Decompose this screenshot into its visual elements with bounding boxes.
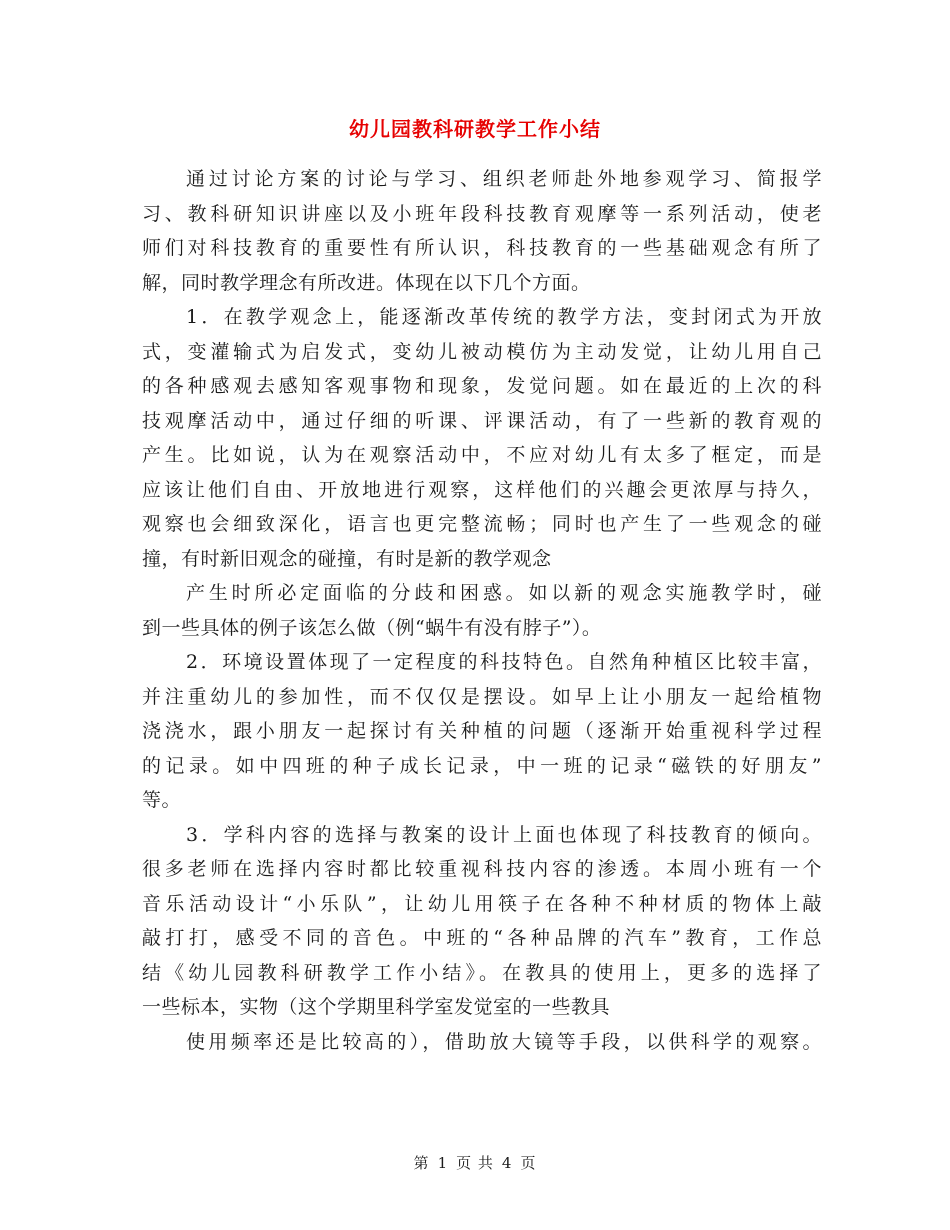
- text-line: 观察也会细致深化，语言也更完整流畅；同时也产生了一些观念的碰: [142, 513, 822, 535]
- text-line: 到一些具体的例子该怎么做（例“蜗牛有没有脖子”）。: [142, 616, 602, 639]
- text-line: 技观摩活动中，通过仔细的听课、评课活动，有了一些新的教育观的: [142, 409, 822, 432]
- page-label-mid: 页 共: [456, 1154, 494, 1172]
- text-line: 式，变灌输式为启发式，变幼儿被动模仿为主动发觉，让幼儿用自己: [142, 340, 822, 363]
- text-line: 习、教科研知识讲座以及小班年段科技教育观摩等一系列活动，使老: [142, 202, 822, 225]
- text-line: 解，同时教学理念有所改进。体现在以下几个方面。: [142, 271, 591, 294]
- text-line: 通过讨论方案的讨论与学习、组织老师赴外地参观学习、简报学: [186, 168, 822, 190]
- text-line: 产生。比如说，认为在观察活动中，不应对幼儿有太多了框定，而是: [142, 444, 822, 466]
- text-line: 1．在教学观念上，能逐渐改革传统的教学方法，变封闭式为开放: [186, 306, 822, 328]
- text-line: 结《幼儿园教科研教学工作小结》。在教具的使用上，更多的选择了: [142, 961, 822, 984]
- text-line: 音乐活动设计“小乐队”，让幼儿用筷子在各种不种材质的物体上敲: [142, 892, 822, 915]
- text-line: 敲打打，感受不同的音色。中班的“各种品牌的汽车”教育，工作总: [142, 927, 822, 949]
- text-line: 师们对科技教育的重要性有所认识，科技教育的一些基础观念有所了: [142, 237, 822, 259]
- text-line: 撞，有时新旧观念的碰撞，有时是新的教学观念: [142, 547, 552, 570]
- text-line: 应该让他们自由、开放地进行观察，这样他们的兴趣会更浓厚与持久，: [142, 478, 822, 501]
- page-footer: [0, 1152, 950, 1173]
- text-line: 一些标本，实物（这个学期里科学室发觉室的一些教具: [142, 996, 611, 1018]
- text-line: 产生时所必定面临的分歧和困惑。如以新的观念实施教学时，碰: [186, 582, 822, 604]
- text-line: 3．学科内容的选择与教案的设计上面也体现了科技教育的倾向。: [186, 823, 822, 846]
- text-line: 的记录。如中四班的种子成长记录，中一班的记录“磁铁的好朋友”: [142, 754, 822, 777]
- page-label-suffix: 页: [520, 1154, 537, 1172]
- current-page-number: 1: [437, 1154, 449, 1172]
- text-line: 2．环境设置体现了一定程度的科技特色。自然角种植区比较丰富，: [186, 651, 822, 673]
- page-label-prefix: 第: [413, 1154, 430, 1172]
- text-line: 很多老师在选择内容时都比较重视科技内容的渗透。本周小班有一个: [142, 858, 822, 880]
- document-title: 幼儿园教科研教学工作小结: [349, 117, 601, 141]
- text-line: 浇浇水，跟小朋友一起探讨有关种植的问题（逐渐开始重视科学过程: [142, 720, 822, 742]
- text-line: 等。: [142, 789, 182, 811]
- text-line: 并注重幼儿的参加性，而不仅仅是摆设。如早上让小朋友一起给植物: [142, 685, 822, 708]
- document-body: [142, 162, 822, 1059]
- text-line: 的各种感观去感知客观事物和现象，发觉问题。如在最近的上次的科: [142, 375, 822, 397]
- text-line: 使用频率还是比较高的），借助放大镜等手段，以供科学的观察。: [186, 1030, 822, 1053]
- total-pages-number: 4: [501, 1154, 513, 1172]
